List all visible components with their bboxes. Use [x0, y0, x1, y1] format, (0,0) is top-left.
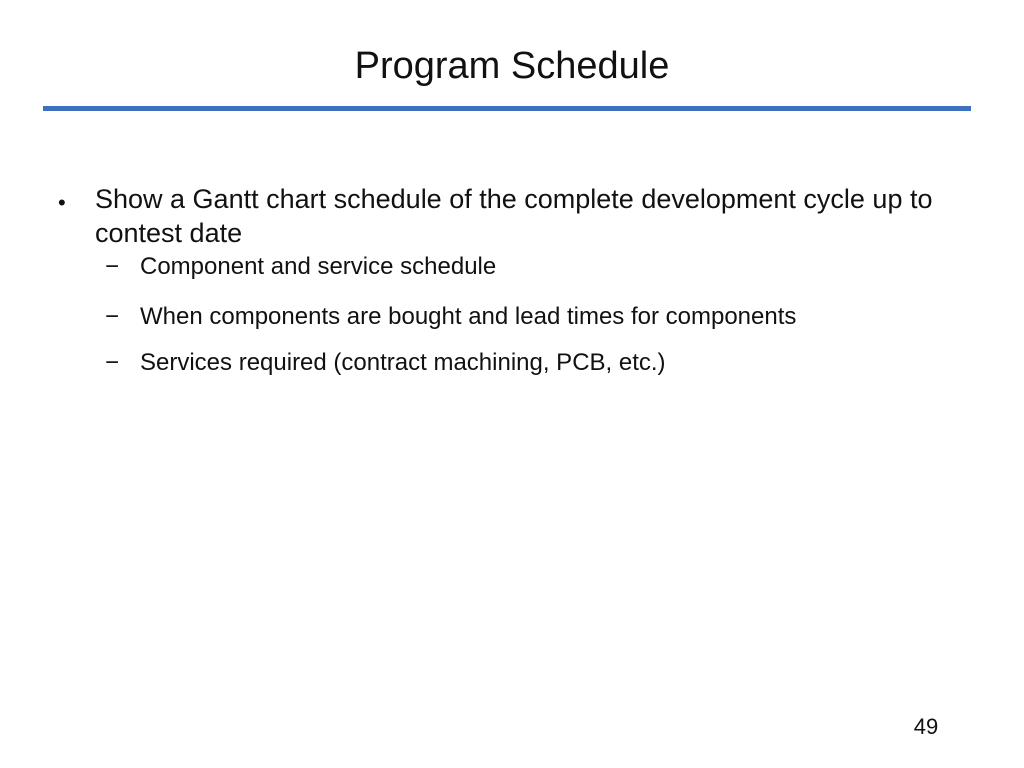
page-number: 49 [913, 714, 939, 739]
main-bullet-text: Show a Gantt chart schedule of the complete development cycle up to contest date [95, 184, 933, 248]
sub-bullet-text: Services required (contract machining, PCB, etc.) [140, 349, 666, 376]
bullet-dot-icon: • [58, 190, 66, 215]
slide-title: Program Schedule [354, 45, 670, 87]
title-divider [43, 106, 971, 111]
sub-bullet-text: Component and service schedule [140, 253, 497, 280]
dash-icon: − [104, 253, 119, 280]
dash-icon: − [104, 303, 119, 330]
sub-bullet-text: When components are bought and lead times for components [140, 303, 797, 330]
dash-icon: − [104, 349, 119, 376]
